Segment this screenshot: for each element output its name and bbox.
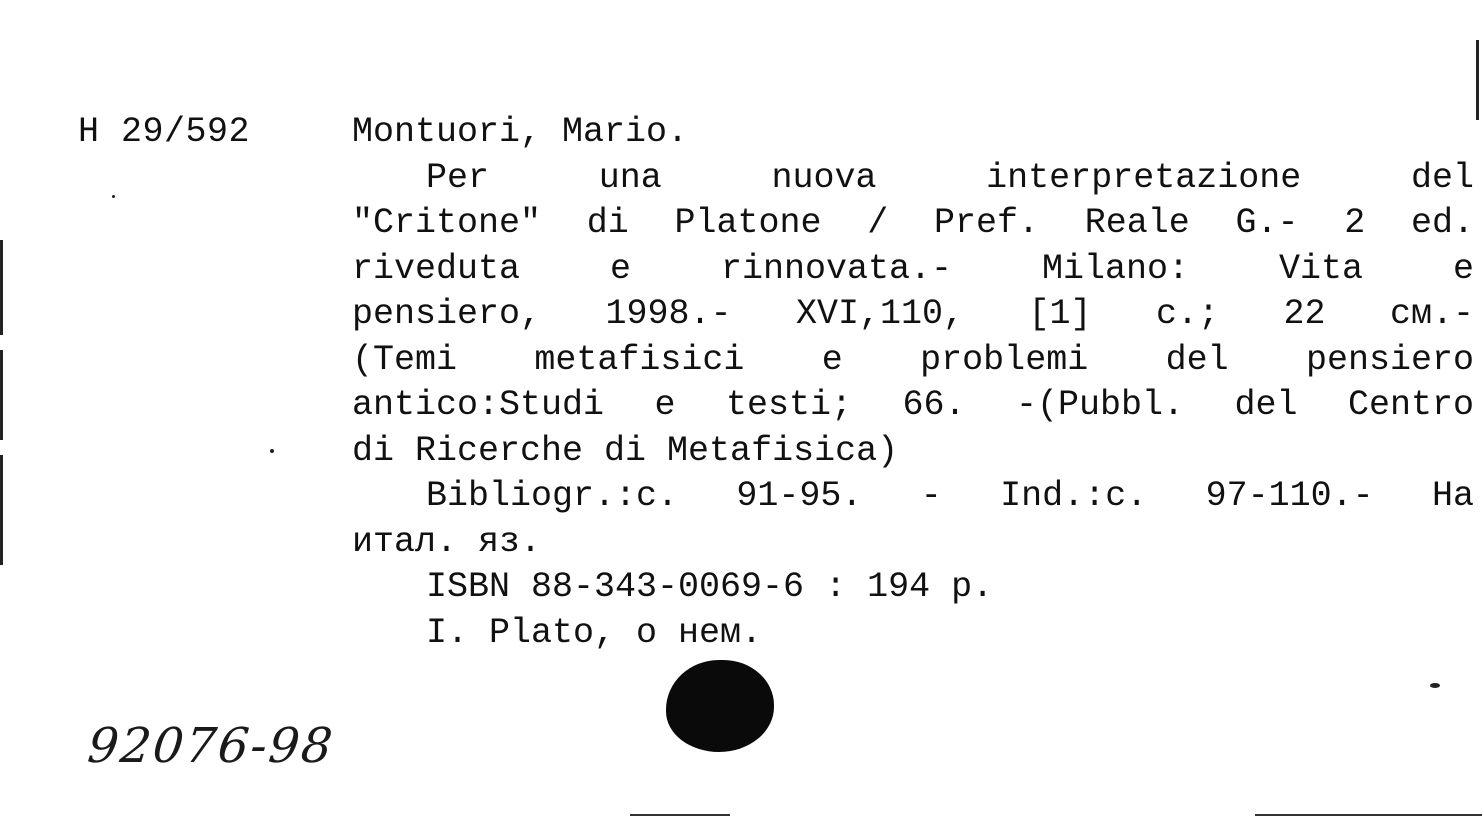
author-heading: Montuori, Mario. [352,112,689,152]
notes-line [352,474,1474,520]
description-word: Centro [1347,385,1474,425]
description-line [352,156,1474,202]
punch-hole [666,660,774,752]
description-word: 2 [1344,203,1366,243]
description-word: -(Pubbl. [1015,385,1185,425]
description-word: 22 [1283,294,1326,334]
description-word: di [586,203,629,243]
added-entry: I. Plato, о нем. [426,612,763,653]
description-line [352,247,1474,293]
description-word: interpretazione [986,157,1302,198]
description-word: riveduta [352,248,521,289]
notes-last-line: итал. яз. [352,521,542,562]
description-line [352,338,1474,384]
description-word: (Temi [352,339,458,380]
card-edge-mark [0,350,3,440]
description-word: pensiero, [352,294,542,334]
notes-lines [352,474,1474,520]
description-word: / [867,203,889,243]
description-word: del [1410,157,1474,198]
description-word: XVI,110, [796,294,965,334]
card-edge-mark [0,240,3,335]
description-line [352,292,1474,338]
description-word: Per [426,157,490,198]
isbn-line: ISBN 88-343-0069-6 : 194 р. [426,567,994,607]
description-word: см.- [1389,294,1474,334]
description-word: testi; [726,385,853,425]
notes-word: Bibliogr.:c. [426,476,679,516]
notes-word: 97-110.- [1205,476,1374,516]
card-bottom-edge [1255,814,1482,816]
description-word: nuova [771,157,877,198]
description-line [352,201,1474,247]
card-edge-mark [0,455,3,565]
description-word: Milano: [1042,248,1190,289]
card-bottom-edge [630,814,730,816]
ink-speck [112,195,115,198]
description-word: e [654,385,676,425]
ink-speck [1430,683,1440,688]
description-word: 1998.- [605,294,732,334]
notes-word: Ind.:c. [1000,476,1148,516]
description-word: Platone [674,203,822,243]
description-word: del [1234,385,1298,425]
description-word: problemi [920,339,1089,380]
description-lines [352,156,1474,429]
notes-word: - [920,476,942,516]
description-word: [1] [1028,294,1092,334]
description-word: G.- [1235,203,1299,243]
handwritten-accession-number: 92076-98 [85,718,337,774]
description-word: "Critone" [352,203,542,243]
description-word: e [610,248,632,289]
description-word: una [598,157,662,198]
description-word: rinnovata.- [720,248,953,289]
description-word: Vita [1279,248,1364,289]
notes-word: 91-95. [736,476,863,516]
shelfmark: H 29/592 [78,112,251,152]
ink-speck [270,449,274,453]
description-word: antico:Studi [352,385,605,425]
description-word: pensiero [1305,339,1474,380]
description-word: Reale [1084,203,1190,243]
description-word: metafisici [534,339,745,380]
bibliographic-record [352,110,1474,656]
notes-word: На [1431,476,1474,516]
description-word: c.; [1155,294,1219,334]
description-word: del [1165,339,1229,380]
card-edge-mark [1476,40,1479,120]
description-word: e [821,339,843,380]
description-word: Pref. [933,203,1039,243]
description-last-line: di Ricerche di Metafisica) [352,430,899,471]
description-line [352,383,1474,429]
description-word: 66. [902,385,966,425]
description-word: e [1452,248,1474,289]
description-word: ed. [1410,203,1474,243]
